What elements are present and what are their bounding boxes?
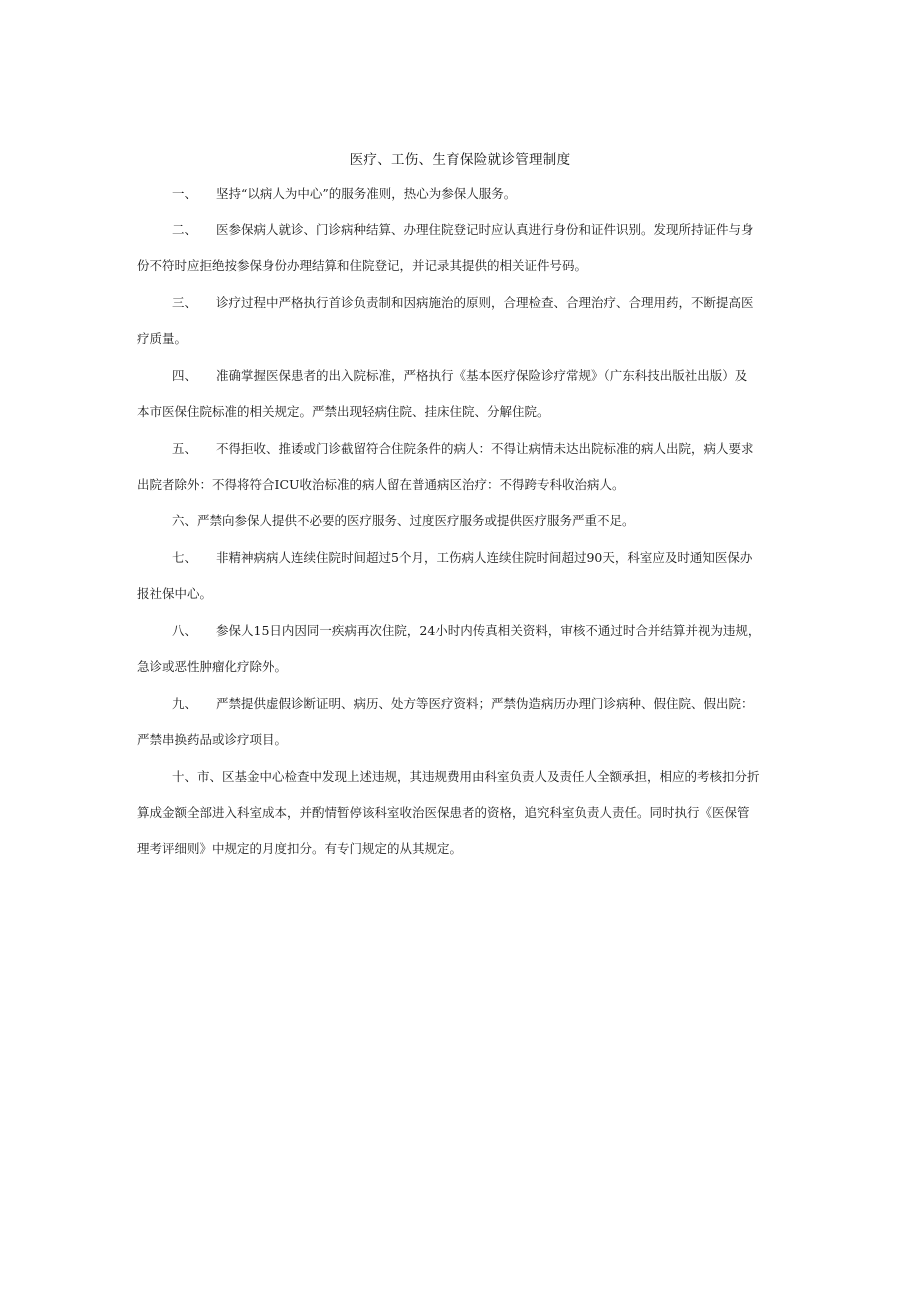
- list-item-5: [172, 440, 754, 458]
- item-text-line: 严禁提供虚假诊断证明、病历、处方等医疗资料；严禁伪造病历办理门诊病种、假住院、假出院：: [216, 696, 754, 711]
- item-number: 七、: [172, 550, 198, 565]
- list-item-10: [172, 768, 760, 786]
- list-item-4: [172, 367, 747, 385]
- item-text-line: 急诊或恶性肿瘤化疗除外。: [137, 659, 288, 674]
- item-number: 二、: [172, 222, 198, 237]
- item-text-line: 严禁串换药品或诊疗项目。: [137, 732, 288, 747]
- item-text-line: 坚持“以病人为中心”的服务准则，热心为参保人服务。: [216, 186, 517, 201]
- list-item-9: [172, 695, 754, 713]
- item-text-line: 疗质量。: [137, 331, 188, 346]
- item-text-line: 十、市、区基金中心检查中发现上述违规，其违规费用由科室负责人及责任人全额承担，相应的考核扣分折: [172, 769, 760, 784]
- list-item-3: [172, 294, 754, 312]
- list-item-2: [172, 221, 754, 239]
- item-text-line: 本市医保住院标准的相关规定。严禁出现轻病住院、挂床住院、分解住院。: [137, 404, 550, 419]
- item-text-line: 医参保病人就诊、门诊病种结算、办理住院登记时应认真进行身份和证件识别。发现所持证件与身: [216, 222, 754, 237]
- item-text-line: 出院者除外：不得将符合ICU收治标准的病人留在普通病区治疗：不得跨专科收治病人。: [137, 477, 625, 492]
- item-number: 三、: [172, 295, 198, 310]
- item-text-line: 不得拒收、推诿或门诊截留符合住院条件的病人：不得让病情未达出院标准的病人出院，病人要求: [216, 441, 754, 456]
- item-number: 四、: [172, 368, 198, 383]
- item-number: 九、: [172, 696, 198, 711]
- document-title: 医疗、工伤、生育保险就诊管理制度: [349, 152, 571, 168]
- item-text-line: 算成金额全部进入科室成本，并酌情暂停该科室收治医保患者的资格，追究科室负责人责任。同时执行《医保管: [137, 805, 750, 820]
- list-item-6: [172, 512, 635, 530]
- list-item-7: [172, 549, 752, 567]
- item-text-line: 诊疗过程中严格执行首诊负责制和因病施治的原则，合理检查、合理治疗、合理用药，不断提高医: [216, 295, 754, 310]
- item-text-line: 报社保中心。: [137, 586, 213, 601]
- item-number: 一、: [172, 186, 198, 201]
- item-number: 八、: [172, 623, 198, 638]
- item-text-line: 份不符时应拒绝按参保身份办理结算和住院登记，并记录其提供的相关证件号码。: [137, 258, 588, 273]
- item-text-line: 理考评细则》中规定的月度扣分。有专门规定的从其规定。: [137, 841, 463, 856]
- item-number: 五、: [172, 441, 198, 456]
- item-text-line: 非精神病病人连续住院时间超过5个月，工伤病人连续住院时间超过90天，科室应及时通知医保办: [216, 550, 753, 565]
- list-item-8: [172, 622, 760, 640]
- item-text-line: 准确掌握医保患者的出入院标准，严格执行《基本医疗保险诊疗常规》（广东科技出版社出版）及: [216, 368, 748, 383]
- list-item-1: [172, 185, 516, 203]
- item-text-line: 参保人15日内因同一疾病再次住院，24小时内传真相关资料，审核不通过时合并结算并视为违规，: [216, 623, 761, 638]
- item-text-line: 六、严禁向参保人提供不必要的医疗服务、过度医疗服务或提供医疗服务严重不足。: [172, 513, 635, 528]
